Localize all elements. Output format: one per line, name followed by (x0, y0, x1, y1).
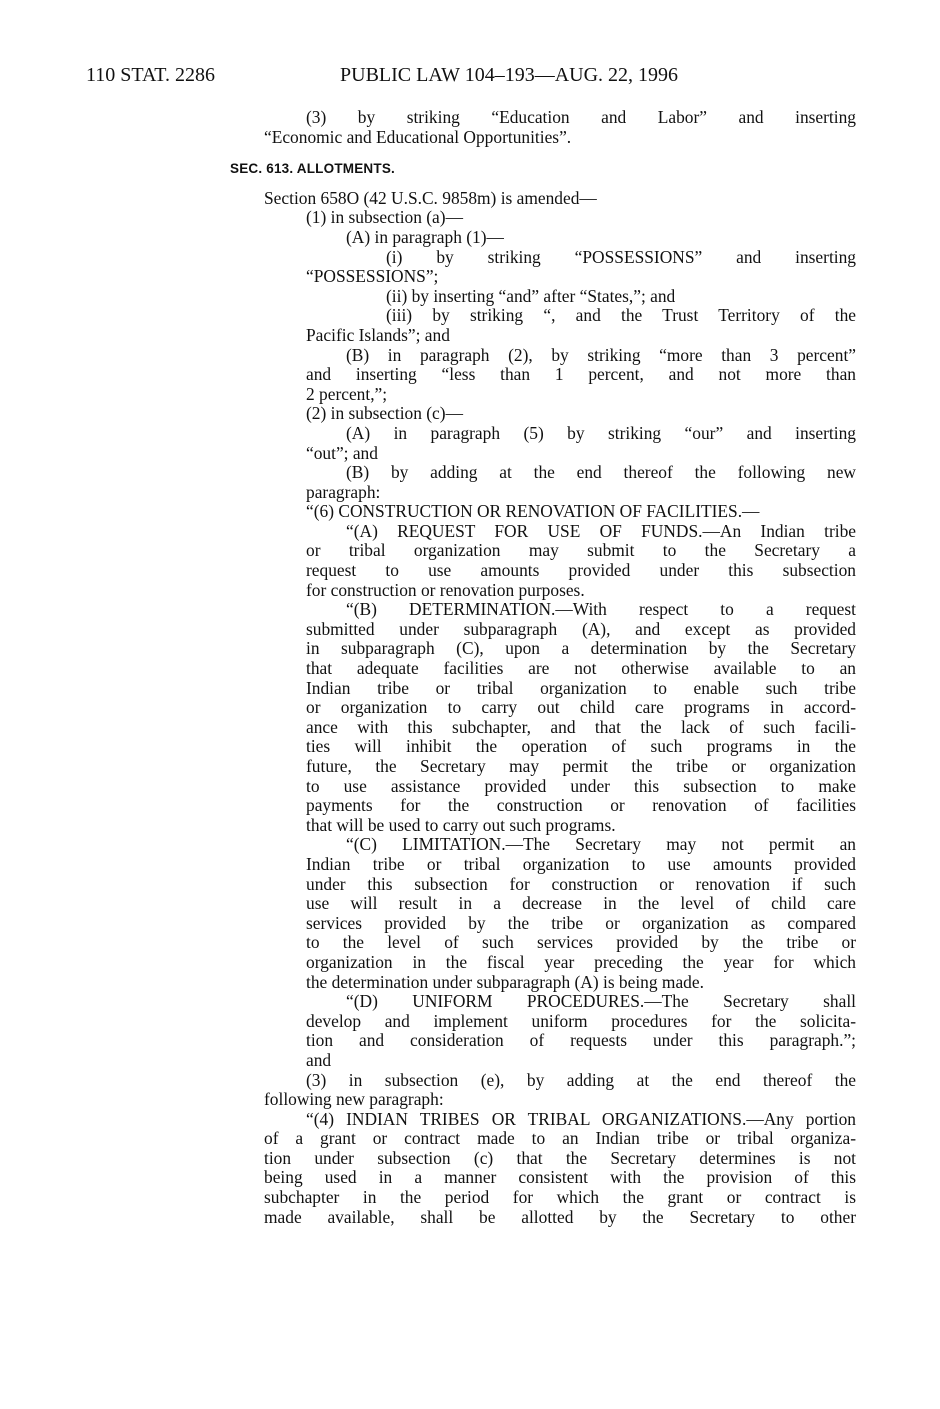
text-line: (3) by striking “Education and Labor” and inserting (306, 107, 856, 127)
text-line: future, the Secretary may permit the tribe or organization (306, 756, 856, 776)
text-line: “Economic and Educational Opportunities”. (264, 126, 572, 147)
text-line: “(B) DETERMINATION.—With respect to a request (346, 599, 856, 620)
text-line: or tribal organization may submit to the Secretary a (306, 540, 856, 561)
text-line: that will be used to carry out such programs. (306, 814, 616, 835)
text-line: Indian tribe or tribal organization to use amounts provided (306, 853, 856, 874)
text-line: tion and consideration of requests under this paragraph.”; (306, 1030, 856, 1051)
text-line: to the level of such services provided by the tribe or (306, 932, 856, 953)
text-line: “(6) CONSTRUCTION OR RENOVATION OF FACILITIES.— (306, 501, 760, 522)
text-line: (iii) by striking “, and the Trust Territory of the (386, 305, 856, 326)
text-line: (B) in paragraph (2), by striking “more than 3 percent” (346, 344, 856, 365)
text-line: ance with this subchapter, and that the lack of such facili- (306, 716, 856, 737)
text-line: (ii) by inserting “and” after “States,”; and (386, 285, 676, 306)
text-line: and inserting “less than 1 percent, and not more than (306, 364, 856, 385)
text-line: “(4) INDIAN TRIBES OR TRIBAL ORGANIZATIONS.—Any portion (306, 1108, 856, 1129)
text-line: the determination under subparagraph (A) is being made. (306, 971, 704, 992)
text-line: (A) in paragraph (1)— (346, 226, 504, 247)
text-line: 2 percent,”; (306, 383, 388, 404)
text-line: or organization to carry out child care programs in accord- (306, 697, 856, 718)
text-line: Section 658O (42 U.S.C. 9858m) is amended— (264, 187, 597, 208)
text-line: (1) in subsection (a)— (306, 207, 463, 228)
text-line: for construction or renovation purposes. (306, 579, 585, 600)
text-line: following new paragraph: (264, 1089, 444, 1110)
text-line: under this subsection for construction or renovation if such (306, 873, 856, 894)
text-line: made available, shall be allotted by the Secretary to other (264, 1206, 856, 1227)
law-text-body (230, 107, 856, 1227)
text-line: paragraph: (306, 481, 381, 502)
text-line: use will result in a decrease in the level of child care (306, 893, 856, 914)
text-line: that adequate facilities are not otherwise available to an (306, 658, 856, 679)
text-line: to use assistance provided under this subsection to make (306, 775, 856, 796)
statute-page-number: 110 STAT. 2286 (86, 64, 215, 86)
text-line: (i) by striking “POSSESSIONS” and inserting (386, 246, 856, 267)
text-line: (A) in paragraph (5) by striking “our” and inserting (346, 422, 856, 443)
text-line: Indian tribe or tribal organization to enable such tribe (306, 677, 856, 698)
section-heading: SEC. 613. ALLOTMENTS. (230, 161, 395, 177)
text-line: subchapter in the period for which the grant or contract is (264, 1187, 856, 1208)
text-line: submitted under subparagraph (A), and except as provided (306, 618, 856, 639)
text-line: develop and implement uniform procedures for the solicita- (306, 1010, 856, 1031)
text-line: “(D) UNIFORM PROCEDURES.—The Secretary shall (346, 991, 856, 1012)
text-line: “out”; and (306, 442, 378, 463)
text-line: ties will inhibit the operation of such programs in the (306, 736, 856, 757)
text-line: “POSSESSIONS”; (306, 266, 439, 287)
text-line: services provided by the tribe or organization as compared (306, 912, 856, 933)
text-line: “(A) REQUEST FOR USE OF FUNDS.—An Indian tribe (346, 520, 856, 541)
text-line: (2) in subsection (c)— (306, 403, 463, 424)
text-line: being used in a manner consistent with the provision of this (264, 1167, 856, 1188)
page-header (86, 60, 856, 90)
text-line: in subparagraph (C), upon a determination by the Secretary (306, 638, 856, 659)
text-line: (B) by adding at the end thereof the following new (346, 462, 856, 483)
text-line: “(C) LIMITATION.—The Secretary may not permit an (346, 834, 856, 855)
text-line: request to use amounts provided under this subsection (306, 560, 856, 581)
text-line: Pacific Islands”; and (306, 324, 450, 345)
text-line: (3) in subsection (e), by adding at the end thereof the (306, 1069, 856, 1090)
text-line: organization in the fiscal year preceding the year for which (306, 951, 856, 972)
running-head-law-title: PUBLIC LAW 104–193—AUG. 22, 1996 (340, 64, 679, 86)
text-line: payments for the construction or renovation of facilities (306, 795, 856, 816)
text-line: tion under subsection (c) that the Secretary determines is not (264, 1147, 856, 1168)
text-line: and (306, 1049, 332, 1070)
text-line: of a grant or contract made to an Indian tribe or tribal organiza- (264, 1128, 856, 1149)
